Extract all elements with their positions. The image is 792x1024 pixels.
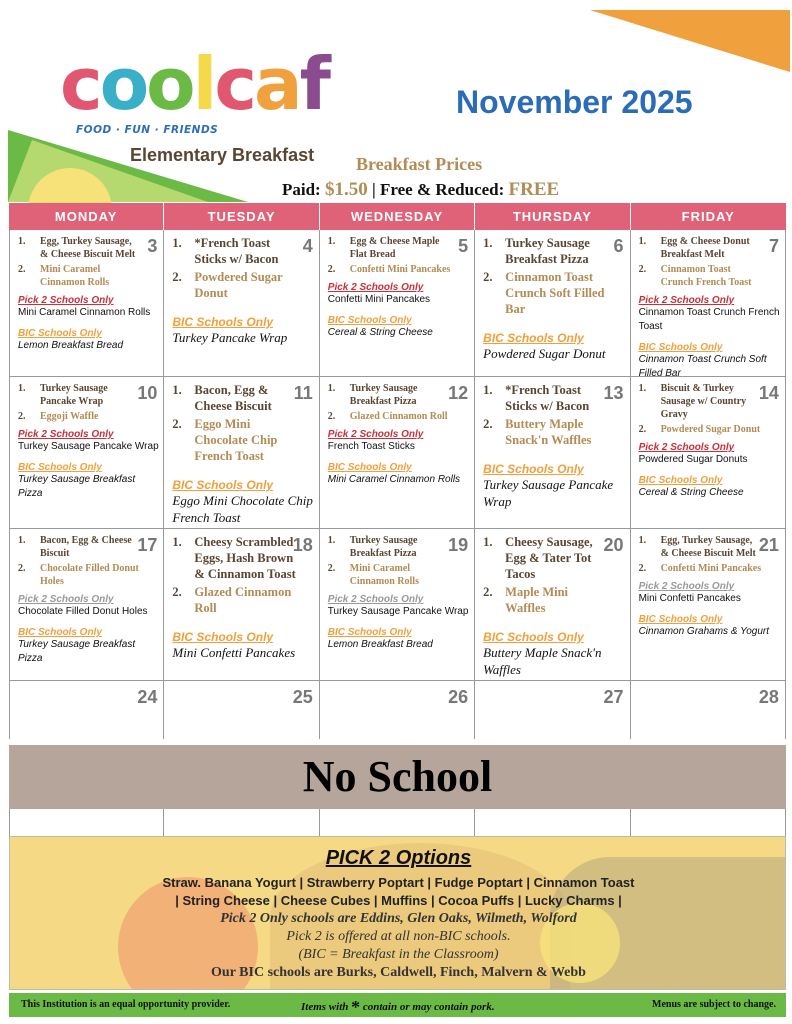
day-cell [320, 230, 475, 376]
item-text: Turkey Sausage Breakfast Pizza [349, 383, 418, 407]
logo-letter: a [254, 42, 300, 126]
item-text: Cinnamon Toast Crunch Soft Filled Bar [505, 270, 605, 316]
footer-pork-note [301, 997, 495, 1018]
pick2-content [10, 847, 786, 982]
bic-definition: (BIC = Breakfast in the Classroom) [298, 947, 499, 962]
prices-title: Breakfast Prices [356, 154, 483, 174]
day-number: 5 [458, 236, 469, 256]
item-text: Egg & Cheese Maple Flat Bread [349, 236, 440, 260]
pick2-item: French Toast Sticks [327, 441, 415, 452]
menu-item [18, 534, 141, 560]
item-number: 1. [172, 383, 182, 397]
pick2-item: Cinnamon Toast Crunch French Toast [638, 307, 780, 332]
item-number: 1. [638, 383, 647, 394]
menu-item [639, 562, 763, 575]
day-header: FRIDAY [681, 209, 735, 224]
menu-item [483, 416, 607, 448]
item-number: 1. [327, 383, 336, 394]
footer-note-start: Items with [301, 1001, 349, 1013]
day-number: 25 [292, 687, 313, 707]
day-header: THURSDAY [475, 203, 630, 230]
bic-item: Cereal & String Cheese [638, 487, 744, 498]
pick2-label: Pick 2 Schools Only [638, 442, 735, 453]
menu-item [172, 269, 296, 301]
coolcaf-logo [60, 44, 330, 144]
item-number: 2. [172, 417, 182, 431]
bic-label: BIC Schools Only [327, 627, 412, 638]
item-number: 1. [483, 535, 493, 549]
item-text: Mini Caramel Cinnamon Rolls [40, 264, 110, 288]
menu-item [639, 382, 763, 421]
bic-item: Turkey Pancake Wrap [172, 330, 288, 345]
day-cell [475, 681, 630, 739]
day-number: 20 [603, 535, 624, 555]
menu-item [172, 416, 296, 464]
day-cell [9, 377, 164, 528]
free-label: Free & Reduced: [379, 180, 505, 199]
bic-item: Cereal & String Cheese [327, 327, 433, 338]
day-number: 19 [448, 535, 469, 555]
week-row [9, 230, 786, 377]
day-cell [631, 377, 786, 528]
item-text: Buttery Maple Snack'n Waffles [505, 417, 592, 447]
menu-item [328, 235, 452, 261]
bic-label: BIC Schools Only [638, 614, 723, 625]
menu-item [172, 534, 296, 582]
item-number: 1. [327, 236, 336, 247]
bic-item: Mini Confetti Pancakes [172, 645, 296, 660]
bic-label: BIC Schools Only [638, 342, 723, 353]
bic-item: Lemon Breakfast Bread [327, 639, 433, 650]
bic-item: Turkey Sausage Breakfast Pizza [18, 474, 136, 499]
pick2-box [9, 836, 786, 990]
logo-letter: l [192, 42, 215, 126]
menu-item [18, 562, 141, 588]
item-number: 1. [172, 236, 182, 250]
item-text: Turkey Sausage Pancake Wrap [40, 383, 108, 407]
week-row [9, 529, 786, 681]
item-text: Egg, Turkey Sausage, & Cheese Biscuit Melt [40, 236, 136, 260]
item-number: 1. [18, 383, 26, 394]
bic-label: BIC Schools Only [172, 630, 274, 644]
menu-item [18, 382, 141, 408]
logo-letter: c [60, 42, 100, 126]
menu-item [483, 584, 607, 616]
bic-label: BIC Schools Only [18, 462, 102, 473]
item-text: Maple Mini Waffles [505, 585, 569, 615]
day-number: 12 [448, 383, 469, 403]
pick2-label: Pick 2 Schools Only [327, 282, 424, 293]
item-text: Cheesy Sausage, Egg & Tater Tot Tacos [505, 535, 593, 581]
empty-cell [164, 809, 319, 837]
item-text: Glazed Cinnamon Roll [194, 585, 292, 615]
bic-label: BIC Schools Only [638, 475, 723, 486]
bic-item: Buttery Maple Snack'n Waffles [483, 645, 602, 677]
item-number: 2. [327, 563, 336, 574]
day-number: 24 [137, 687, 158, 707]
day-headers [9, 203, 786, 230]
bic-item: Lemon Breakfast Bread [18, 340, 124, 351]
bic-label: BIC Schools Only [18, 328, 102, 339]
page-subtitle: Elementary Breakfast [130, 145, 315, 165]
pick2-label: Pick 2 Schools Only [18, 594, 114, 605]
menu-item [483, 382, 607, 414]
day-number: 6 [613, 236, 624, 256]
pick2-item: Confetti Mini Pancakes [327, 294, 431, 305]
menu-item [639, 534, 763, 560]
day-header: WEDNESDAY [320, 203, 475, 230]
item-number: 1. [638, 236, 647, 247]
bic-label: BIC Schools Only [327, 462, 412, 473]
price-separator: | [371, 180, 376, 199]
item-text: Powdered Sugar Donut [194, 270, 283, 300]
day-cell [631, 529, 786, 680]
pick2-label: Pick 2 Schools Only [327, 594, 424, 605]
day-cell [475, 230, 630, 376]
paid-label: Paid: [282, 180, 321, 199]
footer-change-note: Menus are subject to change. [652, 999, 776, 1010]
pick2-item: Chocolate Filled Donut Holes [18, 606, 148, 617]
pick2-item: Mini Confetti Pancakes [638, 593, 741, 604]
pick2-offered: Pick 2 is offered at all non-BIC schools. [286, 929, 511, 944]
menu-items [328, 235, 470, 276]
menu-item [328, 562, 452, 588]
prices-line [282, 179, 559, 201]
pick2-label: Pick 2 Schools Only [638, 295, 735, 306]
pick2-options: Straw. Banana Yogurt | Strawberry Poptart | Fudge Poptart | Cinnamon Toast | String Cheese | Cheese Cubes | Muffins | Cocoa Puffs | Lucky Charms | [162, 875, 635, 908]
empty-cell [9, 809, 164, 837]
item-text: Glazed Cinnamon Roll [349, 411, 448, 422]
bic-item: Turkey Sausage Breakfast Pizza [18, 639, 136, 664]
item-text: Cinnamon Toast Crunch French Toast [660, 264, 752, 288]
bic-item: Powdered Sugar Donut [483, 346, 606, 361]
menu-item [172, 382, 296, 414]
day-cell [164, 681, 319, 739]
menu-items [18, 235, 159, 289]
menu-item [172, 235, 296, 267]
logo-letter: c [214, 42, 254, 126]
day-cell [631, 681, 786, 739]
day-cell [475, 529, 630, 680]
day-cell [164, 230, 319, 376]
day-number: 17 [137, 535, 158, 555]
footer-eop: This Institution is an equal opportunity provider. [21, 999, 231, 1010]
day-number: 3 [147, 236, 158, 256]
item-text: Confetti Mini Pancakes [660, 563, 762, 574]
pick2-item: Powdered Sugar Donuts [638, 454, 748, 465]
menu-items [639, 235, 781, 289]
item-number: 2. [483, 417, 493, 431]
day-cell [320, 377, 475, 528]
item-number: 2. [172, 585, 182, 599]
calendar-bottom-row [9, 809, 786, 837]
item-number: 1. [18, 236, 26, 247]
menu-item [639, 235, 763, 261]
pick2-label: Pick 2 Schools Only [18, 295, 114, 306]
week-row [9, 377, 786, 529]
menu-items [483, 235, 625, 317]
item-text: Eggo Mini Chocolate Chip French Toast [194, 417, 278, 463]
menu-item [483, 269, 607, 317]
menu-item [172, 584, 296, 616]
paid-value: $1.50 [324, 179, 368, 200]
item-number: 2. [172, 270, 182, 284]
item-text: Egg & Cheese Donut Breakfast Melt [660, 236, 750, 260]
asterisk: * [351, 997, 361, 1017]
item-text: Bacon, Egg & Cheese Biscuit [40, 535, 132, 559]
pick2-label: Pick 2 Schools Only [18, 429, 114, 440]
item-number: 1. [327, 535, 336, 546]
empty-cell [475, 809, 630, 837]
bic-label: BIC Schools Only [483, 630, 584, 644]
item-text: Biscuit & Turkey Sausage w/ Country Gravy [660, 383, 747, 420]
day-number: 13 [603, 383, 624, 403]
bic-label: BIC Schools Only [483, 462, 584, 476]
bic-schools: Our BIC schools are Burks, Caldwell, Finch, Malvern & Webb [211, 965, 586, 980]
week-row-5 [9, 809, 786, 837]
pick2-schools: Pick 2 Only schools are Eddins, Glen Oaks, Wilmeth, Wolford [220, 911, 577, 926]
day-number: 4 [302, 236, 313, 256]
day-number: 10 [137, 383, 158, 403]
item-text: *French Toast Sticks w/ Bacon [194, 236, 279, 266]
bic-item: Cinnamon Grahams & Yogurt [638, 626, 770, 637]
menu-items [172, 235, 314, 301]
item-number: 2. [18, 411, 26, 422]
item-text: Cheesy Scrambled Eggs, Hash Brown & Cinnamon Toast [194, 535, 296, 581]
bic-label: BIC Schools Only [18, 627, 102, 638]
item-number: 2. [327, 411, 336, 422]
day-cell [320, 681, 475, 739]
day-number: 14 [758, 383, 779, 403]
menu-item [328, 382, 452, 408]
footer-note-end: contain or may contain pork. [362, 1001, 495, 1013]
day-number: 18 [292, 535, 313, 555]
bic-label: BIC Schools Only [172, 478, 274, 492]
item-number: 2. [638, 264, 647, 275]
day-cell [164, 529, 319, 680]
item-number: 1. [638, 535, 647, 546]
bic-item: Turkey Sausage Pancake Wrap [483, 477, 614, 509]
item-number: 1. [18, 535, 26, 546]
day-cell [631, 230, 786, 376]
day-cell [320, 529, 475, 680]
item-number: 2. [638, 563, 647, 574]
logo-letter: f [299, 42, 328, 126]
bic-item: Eggo Mini Chocolate Chip French Toast [172, 493, 313, 525]
item-number: 2. [18, 563, 26, 574]
day-cell [9, 681, 164, 739]
no-school-banner: No School [9, 745, 786, 809]
item-text: Mini Caramel Cinnamon Rolls [349, 563, 419, 587]
menu-item [328, 263, 452, 276]
item-text: Turkey Sausage Breakfast Pizza [349, 535, 418, 559]
bic-label: BIC Schools Only [327, 315, 412, 326]
item-text: Bacon, Egg & Cheese Biscuit [194, 383, 272, 413]
menu-item [18, 235, 141, 261]
menu-item [639, 423, 763, 436]
logo-letter: o [99, 42, 147, 126]
item-text: Confetti Mini Pancakes [349, 264, 451, 275]
bic-label: BIC Schools Only [483, 331, 584, 345]
day-number: 27 [603, 687, 624, 707]
day-number: 21 [758, 535, 779, 555]
item-number: 2. [638, 424, 647, 435]
item-text: Powdered Sugar Donut [660, 424, 761, 435]
item-text: Egg, Turkey Sausage, & Cheese Biscuit Melt [660, 535, 756, 559]
menu-item [483, 534, 607, 582]
menu-item [18, 263, 141, 289]
day-header: TUESDAY [164, 203, 319, 230]
logo-wordmark [60, 44, 328, 124]
calendar [9, 203, 786, 739]
day-number: 28 [758, 687, 779, 707]
day-cell [9, 230, 164, 376]
item-number: 2. [483, 585, 493, 599]
day-header: MONDAY [9, 203, 164, 230]
item-text: *French Toast Sticks w/ Bacon [505, 383, 590, 413]
pick2-label: Pick 2 Schools Only [327, 429, 424, 440]
item-text: Chocolate Filled Donut Holes [40, 563, 139, 587]
item-number: 1. [483, 236, 493, 250]
pick2-item: Turkey Sausage Pancake Wrap [327, 606, 469, 617]
menu-item [639, 263, 763, 289]
menu-item [328, 410, 452, 423]
menu-item [18, 410, 141, 423]
day-cell [164, 377, 319, 528]
item-number: 1. [172, 535, 182, 549]
empty-cell [631, 809, 786, 837]
free-value: FREE [508, 179, 560, 200]
item-number: 2. [18, 264, 26, 275]
day-cell [9, 529, 164, 680]
day-cell [475, 377, 630, 528]
bic-item: Cinnamon Toast Crunch Soft Filled Bar [638, 354, 767, 376]
bic-item: Mini Caramel Cinnamon Rolls [327, 474, 461, 485]
month-title: November 2025 [456, 84, 693, 120]
pick2-label: Pick 2 Schools Only [638, 581, 735, 592]
logo-tagline: FOOD · FUN · FRIENDS [76, 124, 219, 136]
day-number: 7 [768, 236, 779, 256]
item-number: 2. [327, 264, 336, 275]
day-number: 11 [293, 383, 313, 403]
decor-orange-triangle [590, 10, 790, 72]
pick2-item: Mini Caramel Cinnamon Rolls [18, 307, 151, 318]
bic-label: BIC Schools Only [172, 315, 274, 329]
logo-letter: o [146, 42, 193, 126]
pick2-title: PICK 2 Options [325, 847, 472, 869]
empty-cell [320, 809, 475, 837]
item-text: Eggoji Waffle [40, 411, 99, 422]
weeks [9, 230, 786, 681]
footer [9, 993, 786, 1017]
item-text: Turkey Sausage Breakfast Pizza [505, 236, 590, 266]
item-number: 2. [483, 270, 493, 284]
menu-item [328, 534, 452, 560]
menu-item [483, 235, 607, 267]
pick2-item: Turkey Sausage Pancake Wrap [18, 441, 159, 452]
item-number: 1. [483, 383, 493, 397]
week-row-4 [9, 681, 786, 739]
day-number: 26 [448, 687, 469, 707]
